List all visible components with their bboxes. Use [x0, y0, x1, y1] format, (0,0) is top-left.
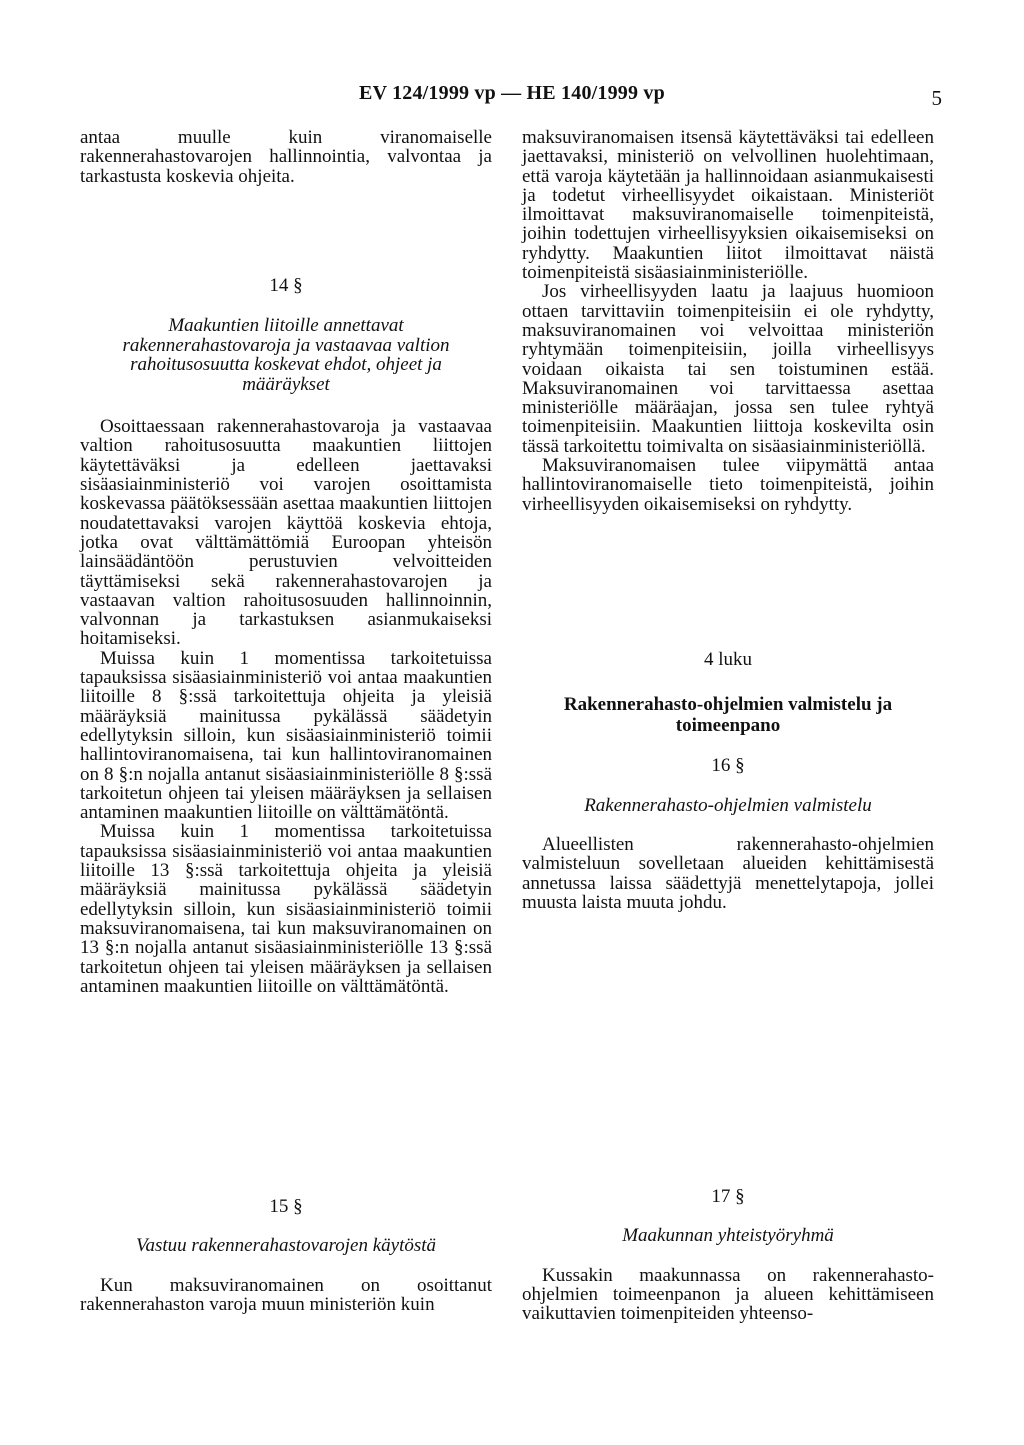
section-15 — [80, 1197, 492, 1314]
intro-paragraph: antaa muulle kuin viranomaiselle rakennerahastovarojen hallinnointia, valvontaa ja tarkastusta koskevia ohjeita. — [80, 127, 492, 187]
section-17 — [522, 1187, 934, 1324]
section-17-paragraph: Kussakin maakunnassa on rakennerahasto-ohjelmien toimeenpanon ja alueen kehittämiseen vaikuttavien toimenpiteiden yhteenso- — [522, 1264, 934, 1325]
left-column — [80, 128, 492, 996]
right-paragraph-3: Maksuviranomaisen tulee viipymättä antaa hallintoviranomaiselle tieto toimenpiteistä, joihin virheellisyyden oikaisemiseksi on ryhdytty. — [522, 455, 934, 515]
page-number: 5 — [931, 86, 942, 110]
section-15-paragraph: Kun maksuviranomainen on osoittanut rakennerahaston varoja muun ministeriön kuin — [80, 1274, 492, 1316]
section-14-paragraph-3: Muissa kuin 1 momentissa tarkoitetuissa tapauksissa sisäasiainministeriö voi antaa maakuntien liitoille 13 §:ssä tarkoitettuja ohjeita ja yleisiä määräyksiä mainitussa pykälässä säädetyin edellytyksin silloin, kun sisäasiainministeriö toimii maksuviranomaisena, tai kun maksuviranomainen on 13 §:n nojalla antanut sisäasiainministeriölle 13 §:ssä tarkoitetun ohjeen tai yleisen määräyksen ja sellaisen antaminen maakuntien liitoille on välttämätöntä. — [80, 821, 492, 997]
section-14-paragraph-1: Osoittaessaan rakennerahastovaroja ja vastaavaa valtion rahoitusosuutta maakuntien liittojen käytettäväksi ja edelleen jaettavaksi sisäasiainministeriö voi varojen osoittamista koskevassa päätöksessään asettaa maakuntien liittojen noudatettavaksi varojen käyttöä koskevia ehtoja, jotka ovat välttämättömiä Euroopan yhteisön lainsäädäntöön perustuvien velvoitteiden täyttämiseksi sekä rakennerahastovarojen ja vastaavan valtion rahoitusosuuden hallinnoinnin, valvonnan ja tarkastuksen asianmukaiseksi hoitamiseksi. — [80, 416, 492, 650]
section-16-title: Rakennerahasto-ohjelmien valmistelu — [584, 794, 872, 816]
section-14-number: 14 § — [269, 274, 303, 296]
section-15-number: 15 § — [269, 1196, 303, 1217]
section-14-title: Maakuntien liitoille annettavat rakennerahastovaroja ja vastaavaa valtion rahoitusosuutta koskevat ehdot, ohjeet ja määräykset — [122, 315, 450, 395]
section-16-paragraph: Alueellisten rakennerahasto-ohjelmien valmisteluun sovelletaan alueiden kehittämisestä annetussa laissa säädettyjä menettelytapoja, jollei muusta laista muuta johdu. — [522, 834, 934, 913]
section-17-number: 17 § — [711, 1186, 745, 1207]
right-paragraph-2: Jos virheellisyyden laatu ja laajuus huomioon ottaen tarvittaviin toimenpiteisiin ei ole ryhdytty, maksuviranomainen voi velvoittaa ministeriön ryhtymään toimenpiteisiin, joilla virheellisyys voidaan oikaista tai sen toistuminen estää. Maksuviranomainen voi tarvittaessa asettaa ministeriölle määräajan, jossa sen tulee ryhtyä toimenpiteisiin. Maakuntien liittoja koskevilta osin tässä tarkoitettu toimivalta on sisäasiainministeriöllä. — [522, 281, 934, 457]
section-14-paragraph-2: Muissa kuin 1 momentissa tarkoitetuissa tapauksissa sisäasiainministeriö voi antaa maakuntien liitoille 8 §:ssä tarkoitettuja ohjeita ja yleisiä määräyksiä mainitussa pykälässä säädetyin edellytyksin silloin, kun sisäasiainministeriö toimii hallintoviranomaisena, tai kun hallintoviranomainen on 8 §:n nojalla antanut sisäasiainministeriölle 8 §:ssä tarkoitetun ohjeen tai yleisen määräyksen ja sellaisen antaminen maakuntien liitoille on välttämätöntä. — [80, 647, 492, 824]
chapter-4-title: Rakennerahasto-ohjelmien valmistelu ja toimeenpano — [563, 694, 893, 737]
section-15-title: Vastuu rakennerahastovarojen käytöstä — [135, 1235, 437, 1257]
chapter-4-number: 4 luku — [703, 648, 753, 670]
right-paragraph-1: maksuviranomaisen itsensä käytettäväksi tai edelleen jaettavaksi, ministeriö on velvollinen huolehtimaan, että varoja käytetään ja hallinnoidaan asianmukaisesti ja todetut virheellisyydet oikaistaan. Ministeriöt ilmoittavat maksuviranomaiselle toimenpiteistä, joihin todettujen virheellisyyksien oikaisemiseksi on ryhdytty. Maakuntien liitot ilmoittavat näistä toimenpiteistä sisäasiainministeriölle. — [522, 127, 934, 284]
right-column — [522, 128, 934, 912]
section-16-number: 16 § — [711, 755, 745, 777]
page-header — [0, 82, 1024, 112]
section-17-title: Maakunnan yhteistyöryhmä — [622, 1225, 834, 1247]
document-reference: EV 124/1999 vp — HE 140/1999 vp — [359, 82, 665, 104]
